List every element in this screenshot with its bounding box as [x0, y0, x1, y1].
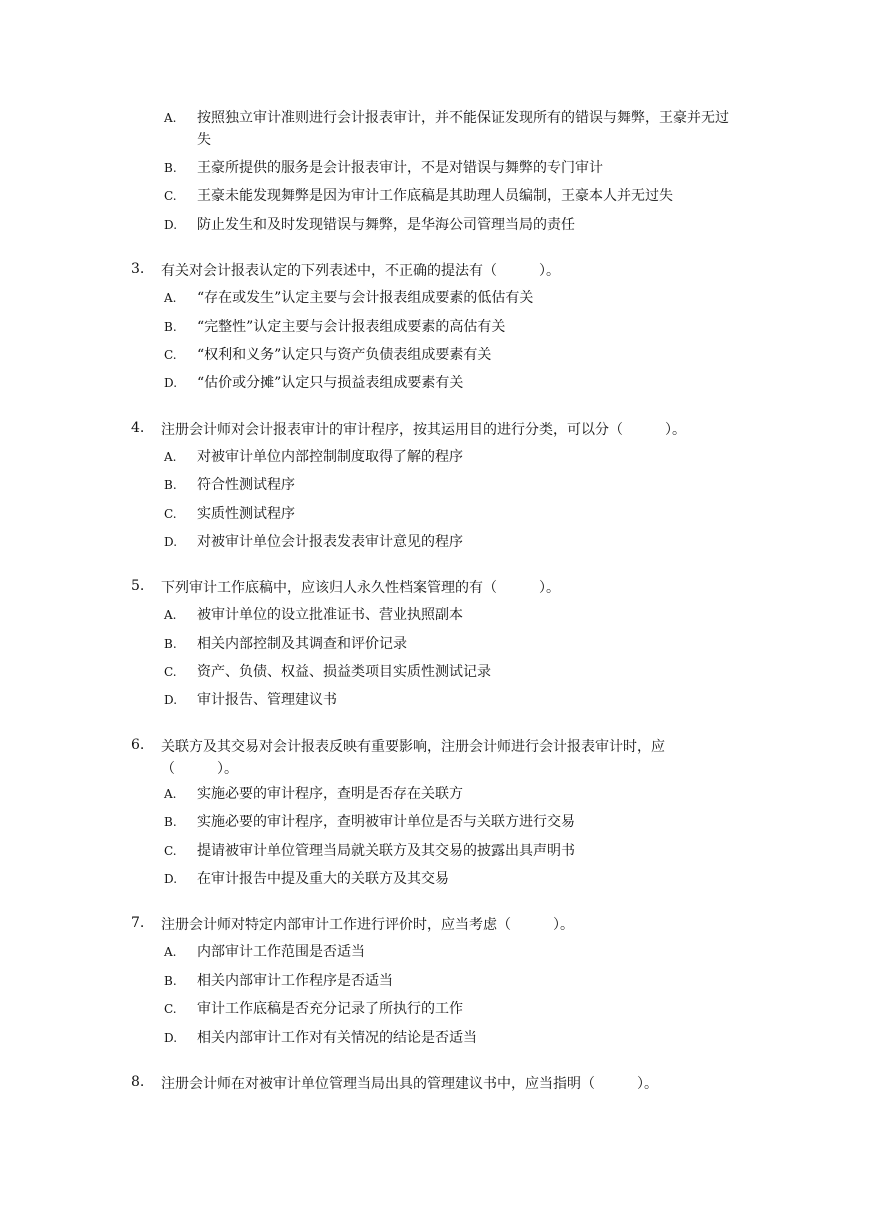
option-letter: C.: [164, 665, 177, 680]
option-letter: B.: [164, 478, 177, 493]
option-text: “完整性”认定主要与会计报表组成要素的高估有关: [197, 318, 506, 335]
option-letter: C.: [164, 1002, 177, 1017]
option-letter: C.: [164, 347, 177, 362]
option-item: [0, 211, 869, 239]
option-letter: A.: [164, 608, 177, 623]
question-text: 关联方及其交易对会计报表反映有重要影响，注册会计师进行会计报表审计时，应（ ）。: [161, 738, 665, 777]
option-letter: C.: [164, 506, 177, 521]
option-item: [0, 630, 869, 658]
option-letter: B.: [164, 815, 177, 830]
question-4: [0, 413, 869, 557]
option-letter: D.: [164, 376, 178, 391]
option-letter: A.: [164, 945, 177, 960]
option-item: [0, 601, 869, 629]
question-text: 有关对会计报表认定的下列表述中，不正确的提法有（ ）。: [161, 263, 560, 280]
option-letter: D.: [164, 534, 178, 549]
option-letter: A.: [164, 449, 177, 464]
question-text: 下列审计工作底稿中，应该归人永久性档案管理的有（ ）。: [161, 580, 560, 597]
question-3: [0, 254, 869, 398]
option-text: 符合性测试程序: [197, 477, 295, 494]
option-letter: A.: [164, 786, 177, 801]
option-item: [0, 104, 869, 154]
option-item: [0, 471, 869, 499]
option-letter: A.: [164, 111, 177, 125]
question-stem: [0, 571, 869, 601]
question-number: 3.: [131, 261, 145, 278]
option-text: 实质性测试程序: [197, 505, 295, 522]
option-text: 在审计报告中提及重大的关联方及其交易: [197, 871, 449, 888]
option-text: 相关内部审计工作程序是否适当: [197, 972, 393, 989]
option-item: [0, 658, 869, 686]
question-number: 7.: [131, 915, 145, 932]
option-item: [0, 686, 869, 714]
option-text: 王豪未能发现舞弊是因为审计工作底稿是其助理人员编制，王豪本人并无过失: [197, 188, 673, 205]
option-text: 相关内部审计工作对有关情况的结论是否适当: [197, 1029, 477, 1046]
option-letter: D.: [164, 217, 178, 232]
option-text: 资产、负债、权益、损益类项目实质性测试记录: [197, 664, 491, 681]
option-letter: D.: [164, 693, 178, 708]
option-item: [0, 313, 869, 341]
option-text: 审计报告、管理建议书: [197, 692, 337, 709]
question-text: 注册会计师在对被审计单位管理当局出具的管理建议书中，应当指明（ ）。: [161, 1075, 658, 1092]
option-letter: D.: [164, 1030, 178, 1045]
option-letter: A.: [164, 291, 177, 306]
option-text: “估价或分摊”认定只与损益表组成要素有关: [197, 375, 464, 392]
question-stem: [0, 908, 869, 938]
option-text: 对被审计单位内部控制制度取得了解的程序: [197, 448, 463, 465]
question-stem: [0, 413, 869, 443]
question-number: 8.: [131, 1073, 145, 1090]
question-8: [0, 1067, 869, 1097]
option-text: 王豪所提供的服务是会计报表审计，不是对错误与舞弊的专门审计: [197, 160, 603, 176]
option-text: 被审计单位的设立批准证书、营业执照副本: [197, 607, 463, 624]
option-text: 内部审计工作范围是否适当: [197, 944, 365, 961]
question-7: [0, 908, 869, 1052]
option-item: [0, 284, 869, 312]
option-item: [0, 154, 869, 182]
question-text: 注册会计师对特定内部审计工作进行评价时，应当考虑（ ）。: [161, 917, 574, 934]
option-text: 对被审计单位会计报表发表审计意见的程序: [197, 533, 463, 550]
question-text: 注册会计师对会计报表审计的审计程序，按其运用目的进行分类，可以分（ ）。: [161, 421, 686, 438]
question-6: [0, 730, 869, 894]
option-text: 按照独立审计准则进行会计报表审计，并不能保证发现所有的错误与舞弊，王豪并无过失: [197, 110, 729, 148]
option-letter: C.: [164, 189, 177, 204]
option-item: [0, 182, 869, 210]
option-item: [0, 443, 869, 471]
option-letter: B.: [164, 319, 177, 334]
option-text: 实施必要的审计程序，查明是否存在关联方: [197, 785, 463, 802]
question-number: 5.: [131, 578, 145, 595]
option-text: 防止发生和及时发现错误与舞弊，是华海公司管理当局的责任: [197, 216, 575, 233]
option-text: “权利和义务”认定只与资产负债表组成要素有关: [197, 346, 492, 363]
question-stem: [0, 254, 869, 284]
question-stem: [0, 730, 869, 780]
option-letter: D.: [164, 872, 178, 887]
option-text: 提请被审计单位管理当局就关联方及其交易的披露出具声明书: [197, 842, 575, 859]
option-item: [0, 369, 869, 397]
option-text: “存在或发生”认定主要与会计报表组成要素的低估有关: [197, 290, 534, 307]
option-item: [0, 808, 869, 836]
option-letter: B.: [164, 161, 177, 175]
option-item: [0, 341, 869, 369]
option-letter: B.: [164, 636, 177, 651]
option-item: [0, 500, 869, 528]
question-2-options: [0, 104, 869, 1097]
question-number: 6.: [131, 736, 145, 753]
option-item: [0, 938, 869, 966]
option-item: [0, 865, 869, 893]
option-item: [0, 837, 869, 865]
question-number: 4.: [131, 419, 145, 436]
option-letter: C.: [164, 843, 177, 858]
option-item: [0, 967, 869, 995]
option-letter: B.: [164, 973, 177, 988]
option-text: 相关内部控制及其调查和评价记录: [197, 635, 407, 652]
option-item: [0, 780, 869, 808]
option-text: 审计工作底稿是否充分记录了所执行的工作: [197, 1001, 463, 1018]
question-stem: [0, 1067, 869, 1097]
option-text: 实施必要的审计程序，查明被审计单位是否与关联方进行交易: [197, 814, 575, 831]
question-5: [0, 571, 869, 715]
option-item: [0, 1024, 869, 1052]
option-item: [0, 995, 869, 1023]
option-item: [0, 528, 869, 556]
